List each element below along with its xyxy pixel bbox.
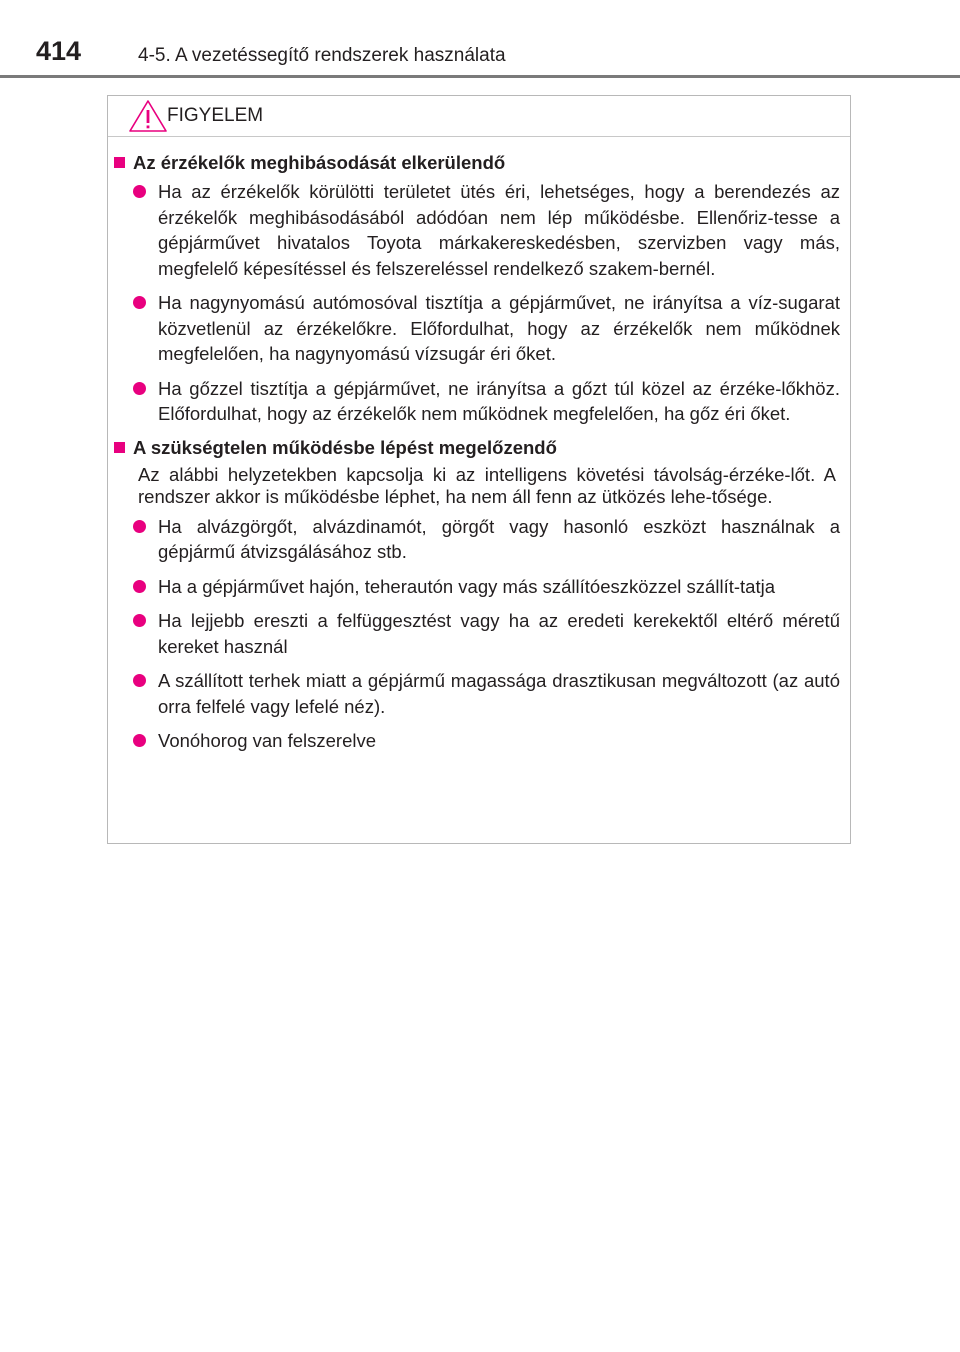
list-item-text: Vonóhorog van felszerelve: [158, 730, 377, 751]
list-item: [133, 376, 840, 427]
list-item: [133, 668, 840, 719]
list-item: [133, 608, 840, 659]
page-header: [0, 0, 960, 80]
warning-triangle-icon: [128, 99, 168, 133]
section-title: 4-5. A vezetéssegítő rendszerek használata: [138, 45, 506, 66]
list-item-text: Ha az érzékelők körülötti területet ütés éri, lehetséges, hogy a berendezés az érzékelők meghibásodásából adódóan nem lép működésbe. Ellenőriz-tesse a gépjárművet hivatalos Toyota márkakereskedésben, szervizben vagy más, megfelelő képesítéssel és felszereléssel rendelkező szakem-bernél.: [158, 181, 840, 279]
header-rule: [0, 75, 960, 78]
list-item: [133, 514, 840, 565]
list-item-text: Ha gőzzel tisztítja a gépjárművet, ne irányítsa a gőzt túl közel az érzéke-lőkhöz. Előfordulhat, hogy az érzékelők nem működnek megfelelően, ha gőz éri őket.: [158, 377, 840, 424]
list-item: [133, 290, 840, 367]
round-bullet-icon: [133, 382, 146, 395]
round-bullet-icon: [133, 580, 146, 593]
section-heading: [113, 436, 840, 460]
section-heading-text: Az érzékelők meghibásodását elkerülendő: [133, 152, 506, 173]
list-item-text: Ha a gépjárművet hajón, teherautón vagy más szállítóeszközzel szállít-tatja: [158, 575, 775, 597]
list-item: [133, 179, 840, 281]
warning-box: [107, 95, 851, 844]
warning-body: [108, 137, 850, 754]
warning-label: FIGYELEM: [167, 105, 264, 126]
section-heading-text: A szükségtelen működésbe lépést megelőzendő: [133, 436, 557, 458]
list-item-text: Ha lejjebb ereszti a felfüggesztést vagy ha az eredeti kerekektől eltérő méretű kereket használ: [158, 610, 840, 657]
section-heading: [113, 151, 840, 175]
list-item: [133, 574, 840, 600]
round-bullet-icon: [133, 674, 146, 687]
page-number: 414: [36, 36, 82, 66]
list-item-text: Ha alvázgörgőt, alvázdinamót, görgőt vagy hasonló eszközt használnak a gépjármű átvizsgálásához stb.: [158, 515, 840, 562]
warning-header: [108, 96, 850, 137]
round-bullet-icon: [133, 185, 146, 198]
list-item-text: Ha nagynyomású autómosóval tisztítja a gépjárművet, ne irányítsa a víz-sugarat közvetlenül az érzékelőkre. Előfordulhat, hogy az érzékelők nem működnek megfelelően, ha nagynyomású vízsugár éri őket.: [158, 292, 840, 364]
section-intro: Az alábbi helyzetekben kapcsolja ki az intelligens követési távolság-érzéke-lőt. A rendszer akkor is működésbe léphet, ha nem áll fenn az ütközés lehe-tősége.: [138, 463, 836, 507]
list-item: [133, 728, 840, 754]
square-bullet-icon: [114, 442, 125, 453]
square-bullet-icon: [114, 157, 125, 168]
list-item-text: A szállított terhek miatt a gépjármű magassága drasztikusan megváltozott (az autó orra felfelé vagy lefelé néz).: [158, 670, 840, 717]
round-bullet-icon: [133, 614, 146, 627]
round-bullet-icon: [133, 296, 146, 309]
round-bullet-icon: [133, 734, 146, 747]
round-bullet-icon: [133, 520, 146, 533]
